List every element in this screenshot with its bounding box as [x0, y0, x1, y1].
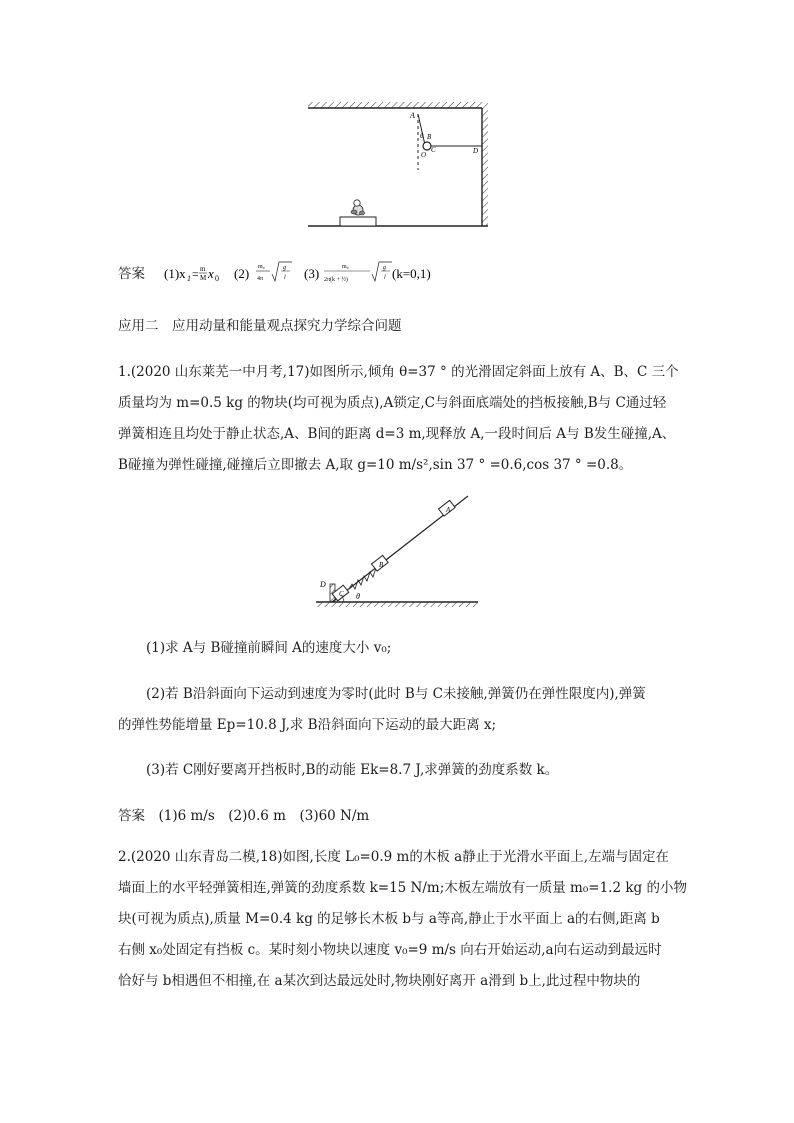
- problem2-line-1: 2.(2020 山东青岛二模,18)如图,长度 L₀=0.9 m的木板 a静止于光滑水平面上,左端与固定在: [118, 849, 669, 865]
- svg-text:M: M: [200, 274, 207, 282]
- ceiling-hatch: [308, 102, 488, 108]
- svg-text:4π: 4π: [257, 276, 264, 282]
- svg-text:m: m: [200, 265, 206, 273]
- problem2-line-4: 右侧 x₀处固定有挡板 c。某时刻小物块以速度 v₀=9 m/s 向右开始运动,a向右运动到最远时: [118, 942, 662, 958]
- svg-text:(1)x: (1)x: [164, 266, 186, 281]
- svg-text:g: g: [383, 265, 386, 271]
- label-B: B: [427, 133, 432, 141]
- label-O: O: [421, 151, 427, 159]
- svg-text:=: =: [192, 267, 199, 281]
- label-C: C: [339, 590, 344, 598]
- problem1-line-2: 质量均为 m=0.5 kg 的物块(均可视为质点),A锁定,C与斜面底端处的挡板接触,B与 C通过轻: [118, 395, 667, 411]
- label-A: A: [410, 111, 415, 120]
- figure-incline: [312, 492, 484, 610]
- problem1-q1: (1)求 A与 B碰撞前瞬间 A的速度大小 v₀;: [146, 640, 392, 656]
- problem1-line-4: B碰撞为弹性碰撞,碰撞后立即撤去 A,取 g=10 m/s²,sin 37 ° =0.6,cos 37 ° =0.8。: [118, 457, 633, 473]
- svg-text:m₀: m₀: [258, 264, 265, 270]
- right-wall-hatch: [482, 108, 488, 226]
- label-A: A: [446, 506, 451, 514]
- label-D: D: [473, 147, 479, 155]
- svg-text:g: g: [283, 265, 286, 271]
- problem1-line-3: 弹簧相连且均处于静止状态,A、B间的距离 d=3 m,现释放 A,一段时间后 A与 B发生碰撞,A、: [118, 426, 676, 442]
- problem1-q3: (3)若 C刚好要离开挡板时,B的动能 Ek=8.7 J,求弹簧的劲度系数 k。: [146, 762, 559, 778]
- svg-text:(3): (3): [304, 266, 320, 281]
- answer1-row: [118, 262, 145, 286]
- pendulum-ball: [423, 142, 431, 150]
- problem1-line-1: 1.(2020 山东莱芜一中月考,17)如图所示,倾角 θ=37 ° 的光滑固定斜面上放有 A、B、C 三个: [118, 364, 679, 380]
- problem1-q2-line2: 的弹性势能增量 Ep=10.8 J,求 B沿斜面向下运动的最大距离 x;: [118, 717, 497, 733]
- clown-toy: [351, 200, 365, 215]
- svg-text:(k=0,1): (k=0,1): [392, 266, 431, 281]
- problem2-line-3: 块(可视为质点),质量 M=0.4 kg 的足够长木板 b与 a等高,静止于水平面上 a的右侧,距离 b: [118, 911, 660, 927]
- platform-block: [340, 217, 376, 226]
- label-theta: θ: [420, 132, 424, 140]
- section-title: 应用二 应用动量和能量观点探究力学综合问题: [118, 318, 402, 334]
- svg-text:1: 1: [187, 274, 191, 283]
- svg-text:2π(k + ½): 2π(k + ½): [324, 277, 348, 283]
- svg-text:(2): (2): [234, 266, 250, 281]
- svg-text:x: x: [208, 266, 214, 281]
- problem1-answer: 答案 (1)6 m/s (2)0.6 m (3)60 N/m: [118, 808, 370, 824]
- label-C: C: [431, 146, 436, 154]
- problem2-line-2: 墙面上的水平轻弹簧相连,弹簧的劲度系数 k=15 N/m;木板左端放有一质量 m₀=1.2 kg 的小物: [118, 880, 687, 896]
- label-theta: θ: [356, 592, 360, 601]
- label-B: B: [379, 561, 384, 569]
- label-D: D: [320, 580, 326, 589]
- pendulum-string: [418, 114, 425, 145]
- svg-text:l: l: [284, 275, 286, 281]
- problem1-q2-line1: (2)若 B沿斜面向下运动到速度为零时(此时 B与 C未接触,弹簧仍在弹性限度内),弹簧: [146, 686, 646, 702]
- svg-text:0: 0: [215, 274, 219, 283]
- ground-hatch: [316, 602, 478, 607]
- answer1-label: 答案: [118, 266, 145, 282]
- svg-text:l: l: [384, 275, 386, 281]
- answer1-formulas: [158, 256, 458, 292]
- figure-pendulum-room: [300, 100, 500, 230]
- svg-text:m₀: m₀: [342, 264, 349, 270]
- problem2-line-5: 恰好与 b相遇但不相撞,在 a某次到达最远处时,物块刚好离开 a滑到 b上,此过程中物块的: [118, 973, 641, 989]
